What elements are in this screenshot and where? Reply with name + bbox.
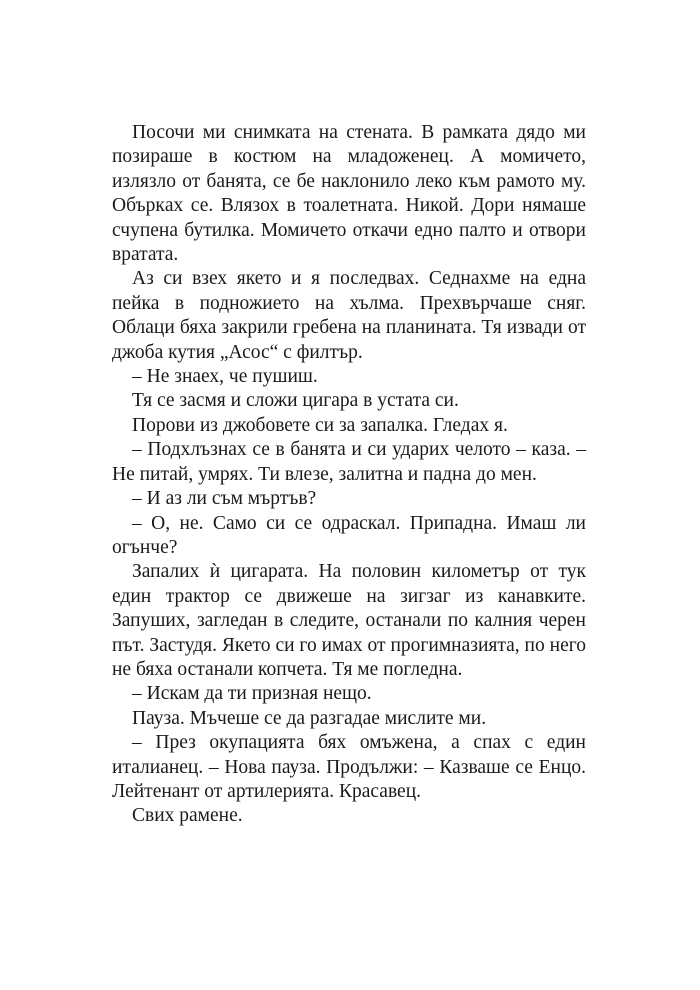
dialogue-line: – И аз ли съм мъртъв?: [132, 488, 317, 510]
dialogue-line: – През окупацията бях омъжена, а спах с един италианец. – Нова пауза. Продължи: – Казваше се Енцо. Лейтенант от артилерията. Красавец.: [112, 732, 586, 802]
dialogue-line: – Искам да ти призная нещо.: [132, 683, 372, 705]
dialogue-line: – Подхлъзнах се в банята и си ударих челото – каза. – Не питай, умрях. Ти влезе, залитна и падна до мен.: [112, 439, 586, 485]
body-text: [112, 121, 586, 829]
paragraph: Запалих ѝ цигарата. На половин километър от тук един трактор се движеше на зигзаг из канавките. Запуших, загледан в следите, останали по калния черен път. Застудя. Якето си го имах от прогимназията, по него не бяха останали копчета. Тя ме погледна.: [112, 561, 586, 680]
dialogue-line: – Не знаех, че пушиш.: [132, 366, 318, 388]
paragraph: Пауза. Мъчеше се да разгадае мислите ми.: [132, 707, 487, 729]
dialogue-line: – О, не. Само си се одраскал. Припадна. Имаш ли огънче?: [112, 512, 586, 558]
paragraph: Свих рамене.: [132, 805, 243, 827]
paragraph: Тя се засмя и сложи цигара в устата си.: [132, 390, 459, 412]
paragraph: Порови из джобовете си за запалка. Гледах я.: [132, 414, 508, 436]
paragraph: Посочи ми снимката на стената. В рамката дядо ми позираше в костюм на младоженец. А момичето, излязло от банята, се бе наклонило леко към рамото му. Объркax се. Влязох в тоалетната. Никой. Дори нямаше счупена бутилка. Момичето откачи едно палто и отвори вратата.: [112, 122, 586, 266]
paragraph: Аз си взех якето и я последвах. Седнахме на една пейка в подножието на хълма. Прехвърчаше сняг. Облаци бяха закрили гребена на планината. Тя извади от джоба кутия „Асос“ с филтър.: [112, 268, 586, 363]
